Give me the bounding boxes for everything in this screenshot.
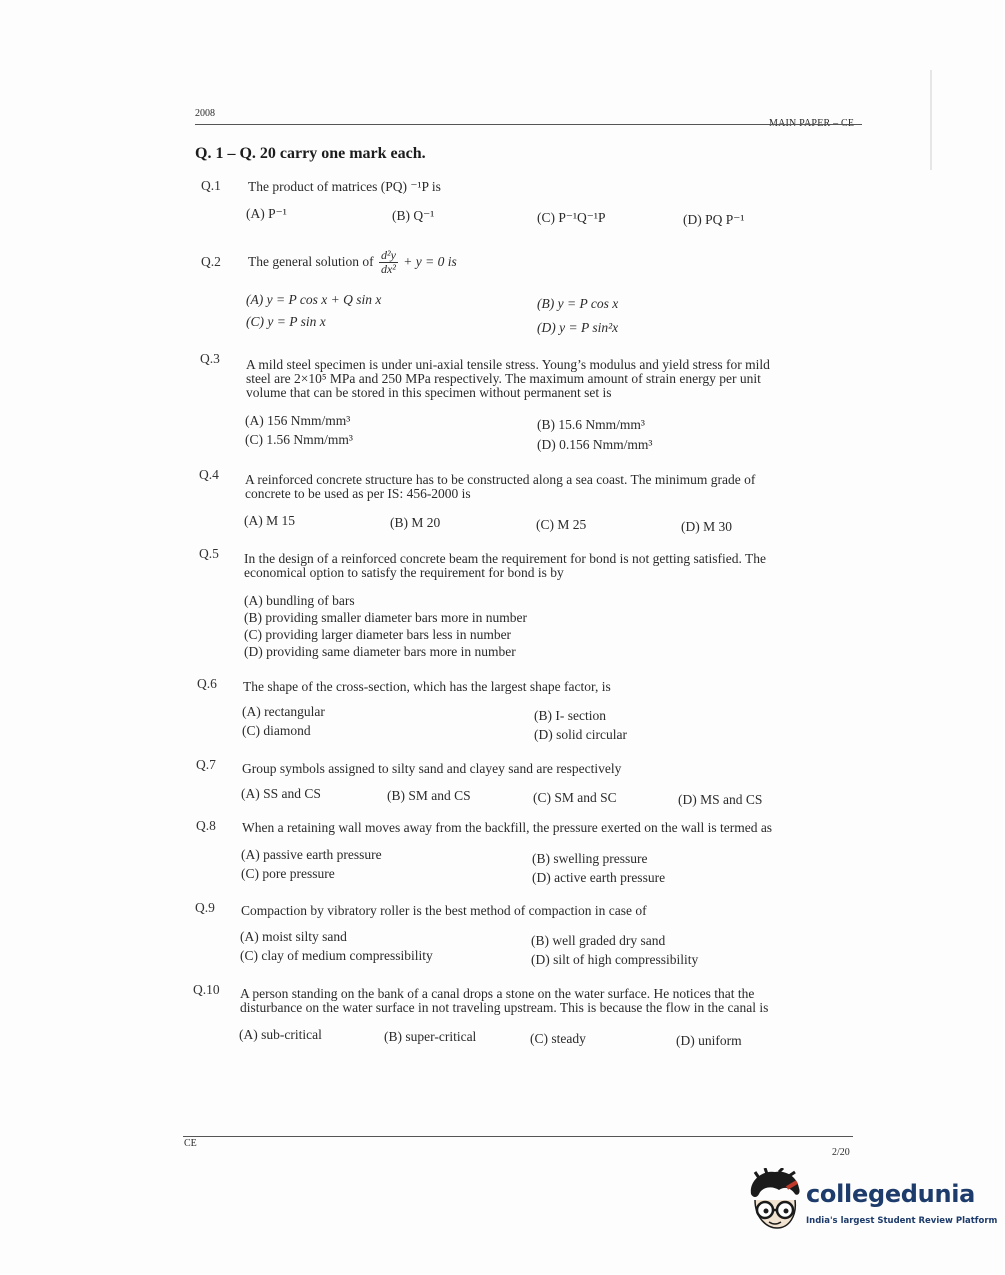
option-b: (B) Q⁻¹ bbox=[392, 208, 435, 223]
question-text: The product of matrices (PQ) ⁻¹P is bbox=[248, 179, 441, 194]
option-b: (B) providing smaller diameter bars more in number bbox=[244, 610, 528, 625]
option-b: (B) SM and CS bbox=[387, 788, 471, 803]
question-text: Group symbols assigned to silty sand and clayey sand are respectively bbox=[242, 761, 622, 776]
fraction-denominator: dx² bbox=[380, 262, 396, 277]
option-c: (C) clay of medium compressibility bbox=[240, 948, 433, 963]
option-d: (D) solid circular bbox=[534, 727, 627, 742]
question-text: When a retaining wall moves away from the backfill, the pressure exerted on the wall is termed as bbox=[242, 820, 773, 835]
question-line: A mild steel specimen is under uni-axial tensile stress. Young’s modulus and yield stress for mild bbox=[246, 357, 770, 372]
question-number: Q.1 bbox=[201, 178, 221, 193]
brand-tagline: India's largest Student Review Platform bbox=[806, 1216, 998, 1226]
option-b: (B) swelling pressure bbox=[532, 851, 648, 866]
question-text-end: + y = 0 is bbox=[403, 254, 457, 269]
question-number: Q.3 bbox=[200, 351, 220, 366]
page-number: 2/20 bbox=[832, 1147, 850, 1158]
option-c: (C) P⁻¹Q⁻¹P bbox=[537, 210, 606, 225]
option-a: (A) y = P cos x + Q sin x bbox=[246, 292, 382, 307]
option-d: (D) silt of high compressibility bbox=[531, 952, 699, 967]
option-c: (C) 1.56 Nmm/mm³ bbox=[245, 432, 353, 447]
option-c: (C) steady bbox=[530, 1031, 586, 1046]
question-text bbox=[240, 987, 852, 1015]
question-number: Q.8 bbox=[196, 818, 216, 833]
footer-divider bbox=[183, 1136, 853, 1137]
option-c: (C) pore pressure bbox=[241, 866, 335, 881]
question-number: Q.2 bbox=[201, 254, 221, 269]
question-line: volume that can be stored in this specimen without permanent set is bbox=[246, 385, 612, 400]
fraction-numerator: d²y bbox=[380, 248, 396, 263]
question-text-start: The general solution of bbox=[248, 254, 374, 269]
question-number: Q.7 bbox=[196, 757, 216, 772]
option-d: (D) M 30 bbox=[681, 519, 732, 534]
option-c: (C) diamond bbox=[242, 723, 311, 738]
question-text: Compaction by vibratory roller is the best method of compaction in case of bbox=[241, 903, 647, 918]
brand-wordmark: collegedunia bbox=[806, 1180, 976, 1208]
question-number: Q.10 bbox=[193, 982, 220, 997]
option-a: (A) bundling of bars bbox=[244, 593, 355, 608]
option-b: (B) 15.6 Nmm/mm³ bbox=[537, 417, 645, 432]
question-number: Q.4 bbox=[199, 467, 219, 482]
option-d: (D) MS and CS bbox=[678, 792, 763, 807]
question-text bbox=[244, 552, 854, 580]
option-d: (D) PQ P⁻¹ bbox=[683, 212, 745, 227]
option-d: (D) uniform bbox=[676, 1033, 742, 1048]
question-number: Q.5 bbox=[199, 546, 219, 561]
paper-year: 2008 bbox=[195, 108, 215, 119]
question-line: economical option to satisfy the requirement for bond is by bbox=[244, 565, 564, 580]
question-text bbox=[245, 473, 855, 501]
option-b: (B) well graded dry sand bbox=[531, 933, 666, 948]
header-divider bbox=[195, 124, 862, 125]
footer-code: CE bbox=[184, 1138, 197, 1149]
option-a: (A) 156 Nmm/mm³ bbox=[245, 413, 351, 428]
question-text bbox=[246, 358, 856, 400]
option-a: (A) SS and CS bbox=[241, 786, 321, 801]
question-line: concrete to be used as per IS: 456-2000 is bbox=[245, 486, 471, 501]
option-c: (C) providing larger diameter bars less in number bbox=[244, 627, 512, 642]
option-a: (A) P⁻¹ bbox=[246, 206, 287, 221]
question-text: The shape of the cross-section, which has the largest shape factor, is bbox=[243, 679, 611, 694]
question-number: Q.6 bbox=[197, 676, 217, 691]
option-c: (C) SM and SC bbox=[533, 790, 617, 805]
option-d: (D) active earth pressure bbox=[532, 870, 666, 885]
question-number: Q.9 bbox=[195, 900, 215, 915]
question-line: In the design of a reinforced concrete beam the requirement for bond is not getting satisfied. The bbox=[244, 551, 766, 566]
derivative-fraction bbox=[379, 249, 398, 276]
section-title: Q. 1 – Q. 20 carry one mark each. bbox=[195, 145, 426, 162]
question-line: A person standing on the bank of a canal drops a stone on the water surface. He notices that the bbox=[240, 986, 755, 1001]
option-b: (B) super-critical bbox=[384, 1029, 477, 1044]
option-c: (C) M 25 bbox=[536, 517, 587, 532]
option-d: (D) y = P sin²x bbox=[537, 320, 619, 335]
question-line: steel are 2×10⁵ MPa and 250 MPa respectively. The maximum amount of strain energy per unit bbox=[246, 371, 761, 386]
option-a: (A) sub-critical bbox=[239, 1027, 322, 1042]
option-b: (B) M 20 bbox=[390, 515, 441, 530]
option-d: (D) 0.156 Nmm/mm³ bbox=[537, 437, 653, 452]
option-b: (B) y = P cos x bbox=[537, 296, 619, 311]
student-mascot-icon bbox=[745, 1168, 805, 1238]
option-list bbox=[244, 592, 527, 660]
option-b: (B) I- section bbox=[534, 708, 606, 723]
question-text bbox=[248, 243, 457, 281]
option-a: (A) passive earth pressure bbox=[241, 847, 382, 862]
option-a: (A) rectangular bbox=[242, 704, 325, 719]
question-line: A reinforced concrete structure has to be constructed along a sea coast. The minimum grade of bbox=[245, 472, 756, 487]
question-line: disturbance on the water surface in not traveling upstream. This is because the flow in the canal is bbox=[240, 1000, 769, 1015]
option-a: (A) M 15 bbox=[244, 513, 295, 528]
option-d: (D) providing same diameter bars more in number bbox=[244, 644, 516, 659]
option-c: (C) y = P sin x bbox=[246, 314, 326, 329]
option-a: (A) moist silty sand bbox=[240, 929, 347, 944]
scan-artifact bbox=[930, 70, 932, 170]
